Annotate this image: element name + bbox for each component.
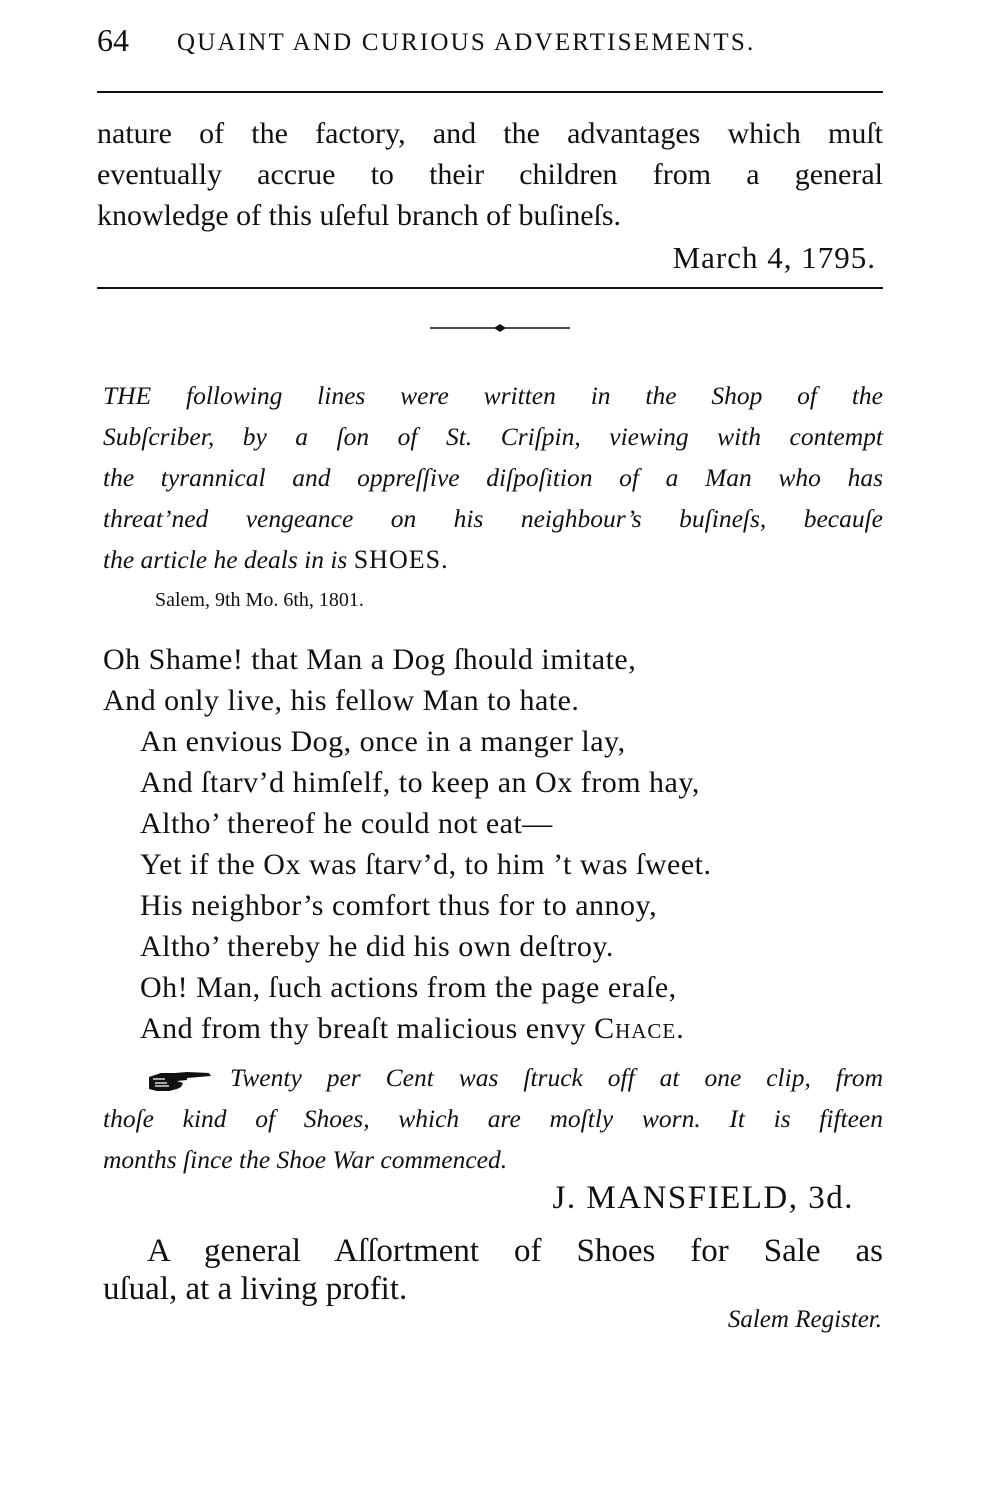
verse-line-10 (140, 1008, 685, 1049)
pointing-hand-icon (147, 1067, 213, 1095)
verse-last-caps: Chace. (594, 1012, 685, 1045)
verse-line-3: An envious Dog, once in a manger lay, (140, 725, 626, 758)
running-title: QUAINT AND CURIOUS ADVERTISEMENTS. (177, 29, 756, 56)
intro-line-5 (103, 539, 449, 580)
body-line-2: eventually accrue to their children from a general (97, 158, 883, 191)
ornament-divider-icon (430, 318, 570, 338)
closing-line-1: A general Aſſortment of Shoes for Sale as (147, 1233, 883, 1269)
verse-last-text: And from thy breaſt malicious envy (140, 1012, 587, 1045)
intro-line-3: the tyrannical and oppreſſive diſpoſition of a Man who has (103, 463, 883, 492)
page-header (97, 20, 887, 60)
note-line-2: thoſe kind of Shoes, which are moſtly worn. It is fifteen (103, 1104, 883, 1133)
note-line-1: Twenty per Cent was ſtruck off at one clip, from (230, 1063, 883, 1092)
dateline: Salem, 9th Mo. 6th, 1801. (155, 589, 364, 611)
verse-line-6: Yet if the Ox was ſtarv’d, to him ’t was ſweet. (140, 848, 712, 881)
body-line-1: nature of the factory, and the advantages which muſt (97, 117, 883, 150)
verse-line-8: Altho’ thereby he did his own deſtroy. (140, 930, 614, 963)
signature: J. MANSFIELD, 3d. (552, 1180, 854, 1216)
body-line-3: knowledge of this uſeful branch of buſineſs. (97, 199, 622, 232)
verse-line-1: Oh Shame! that Man a Dog ſhould imitate, (103, 643, 637, 676)
page-number: 64 (97, 22, 129, 58)
intro-line-1: THE following lines were written in the Shop of the (103, 381, 883, 410)
verse-line-7: His neighbor’s comfort thus for to annoy, (140, 889, 658, 922)
intro-line-4: threat’ned vengeance on his neighbour’s buſineſs, becauſe (103, 504, 883, 533)
ad-date: March 4, 1795. (672, 240, 876, 275)
note-line-3: months ſince the Shoe War commenced. (103, 1145, 508, 1174)
intro-line-2: Subſcriber, by a ſon of St. Criſpin, viewing with contempt (103, 422, 883, 451)
verse-line-9: Oh! Man, ſuch actions from the page eraſe, (140, 971, 677, 1004)
ad-separator-rule (97, 287, 883, 289)
header-rule (97, 91, 883, 93)
source-attribution: Salem Register. (727, 1306, 882, 1333)
closing-line-2: uſual, at a living profit. (103, 1271, 408, 1307)
intro-shoes-word: SHOES. (353, 545, 449, 574)
verse-line-2: And only live, his fellow Man to hate. (103, 684, 580, 717)
intro-last-text: the article he deals in is (103, 545, 348, 574)
verse-line-5: Altho’ thereof he could not eat— (140, 807, 553, 840)
verse-line-4: And ſtarv’d himſelf, to keep an Ox from hay, (140, 766, 700, 799)
